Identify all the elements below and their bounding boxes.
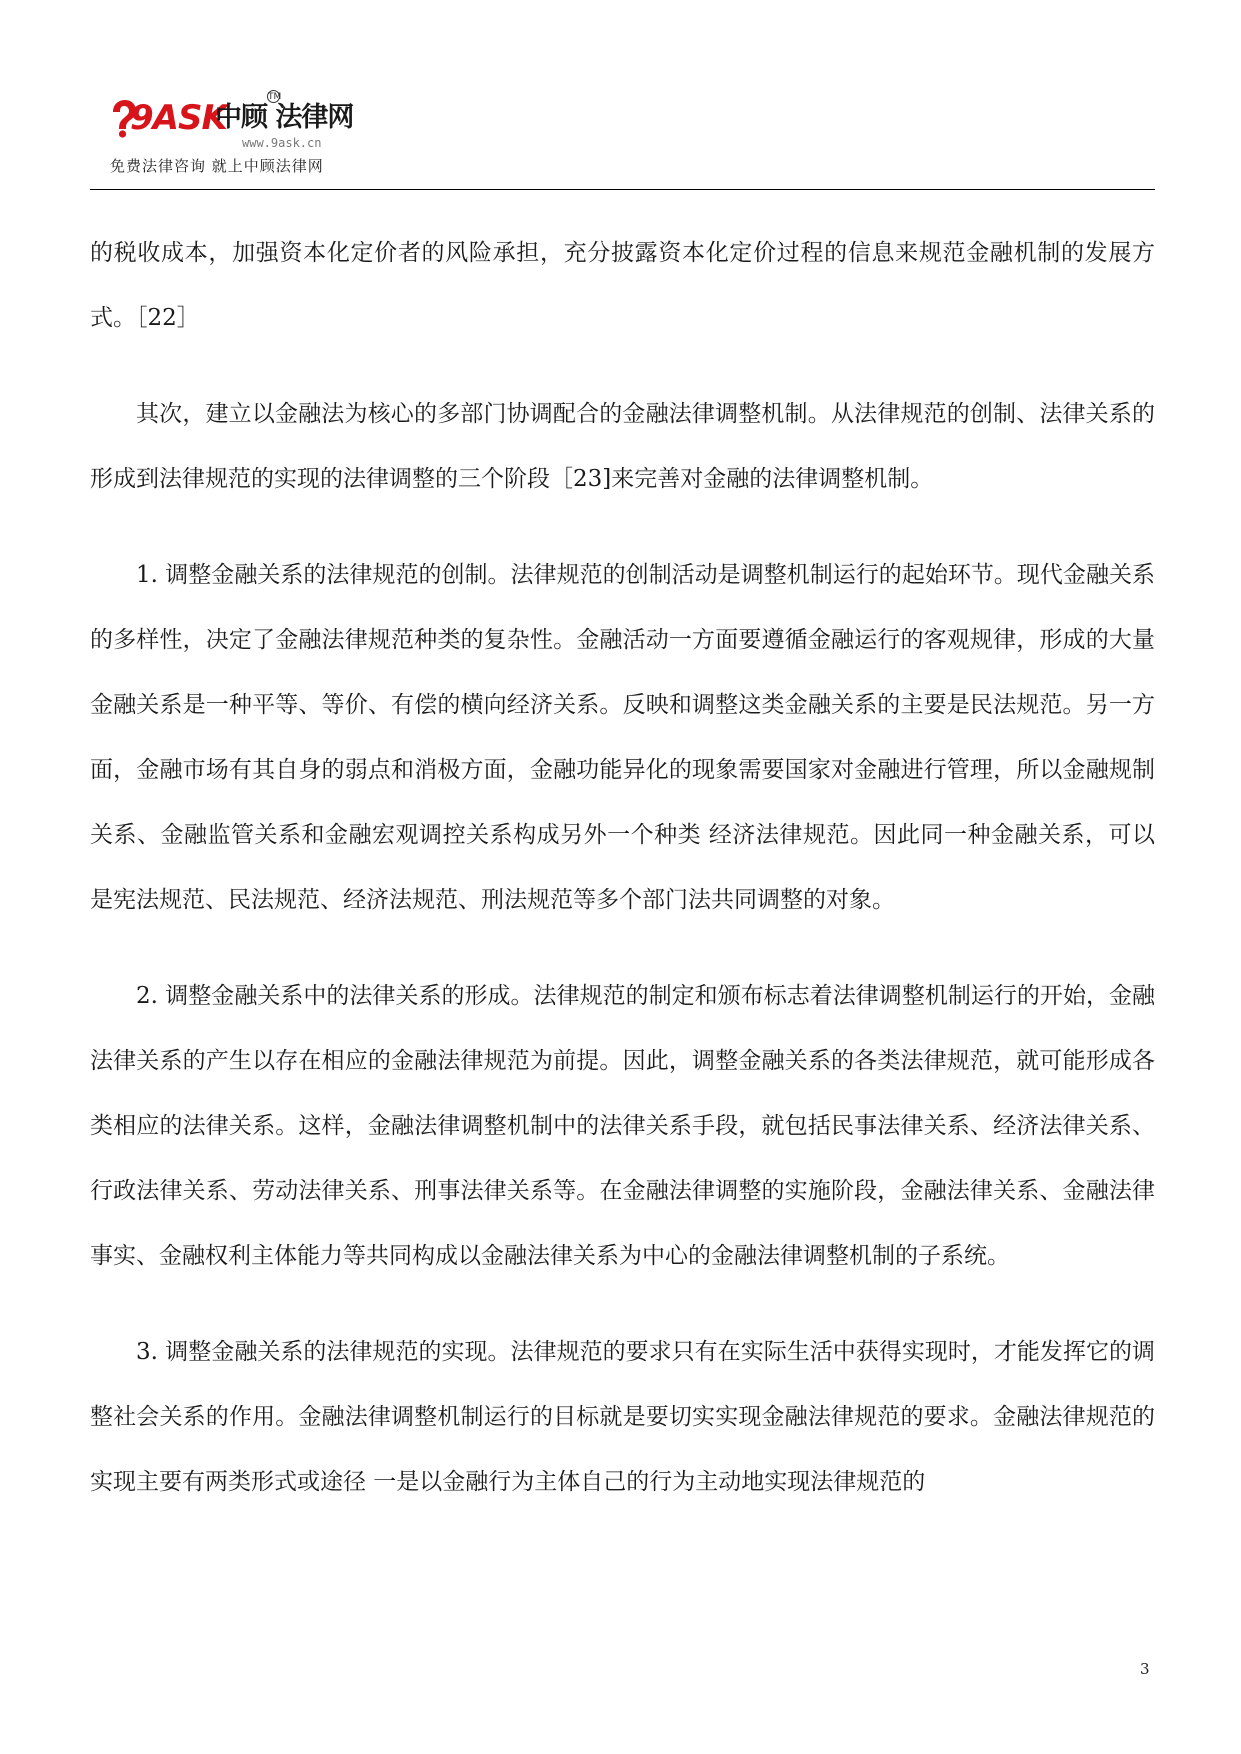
logo-domain: www.9ask.cn	[242, 136, 322, 150]
document-body	[90, 221, 1155, 1515]
trademark-badge: TM	[268, 92, 282, 102]
paragraph-item-1: 1. 调整金融关系的法律规范的创制。法律规范的创制活动是调整机制运行的起始环节。现代金融关系的多样性，决定了金融法律规范种类的复杂性。金融活动一方面要遵循金融运行的客观规律，形成的大量金融关系是一种平等、等价、有偿的横向经济关系。反映和调整这类金融关系的主要是民法规范。另一方面，金融市场有其自身的弱点和消极方面，金融功能异化的现象需要国家对金融进行管理，所以金融规制关系、金融监管关系和金融宏观调控关系构成另外一个种类 经济法律规范。因此同一种金融关系，可以是宪法规范、民法规范、经济法规范、刑法规范等多个部门法共同调整的对象。	[90, 562, 1155, 913]
site-logo[interactable]	[104, 94, 404, 154]
paragraph-continued: 的税收成本，加强资本化定价者的风险承担，充分披露资本化定价过程的信息来规范金融机制的发展方式。［22］	[90, 240, 1155, 331]
header-slogan: 免费法律咨询 就上中顾法律网	[110, 157, 324, 175]
page-header	[90, 90, 1155, 190]
paragraph-item-2: 2. 调整金融关系中的法律关系的形成。法律规范的制定和颁布标志着法律调整机制运行的开始，金融法律关系的产生以存在相应的金融法律规范为前提。因此，调整金融关系的各类法律规范，就可能形成各类相应的法律关系。这样，金融法律调整机制中的法律关系手段，就包括民事法律关系、经济法律关系、行政法律关系、劳动法律关系、刑事法律关系等。在金融法律调整的实施阶段，金融法律关系、金融法律事实、金融权利主体能力等共同构成以金融法律关系为中心的金融法律调整机制的子系统。	[90, 983, 1155, 1269]
page-number: 3	[1140, 1660, 1150, 1678]
header-divider	[90, 189, 1155, 190]
logo-chinese-name: 中顾 法律网	[215, 102, 354, 133]
logo-wordmark: 9ASK	[130, 98, 227, 138]
paragraph: 其次，建立以金融法为核心的多部门协调配合的金融法律调整机制。从法律规范的创制、法律关系的形成到法律规范的实现的法律调整的三个阶段［23]来完善对金融的法律调整机制。	[90, 401, 1155, 492]
paragraph-item-3: 3. 调整金融关系的法律规范的实现。法律规范的要求只有在实际生活中获得实现时，才能发挥它的调整社会关系的作用。金融法律调整机制运行的目标就是要切实实现金融法律规范的要求。金融法律规范的实现主要有两类形式或途径 一是以金融行为主体自己的行为主动地实现法律规范的	[90, 1339, 1155, 1495]
